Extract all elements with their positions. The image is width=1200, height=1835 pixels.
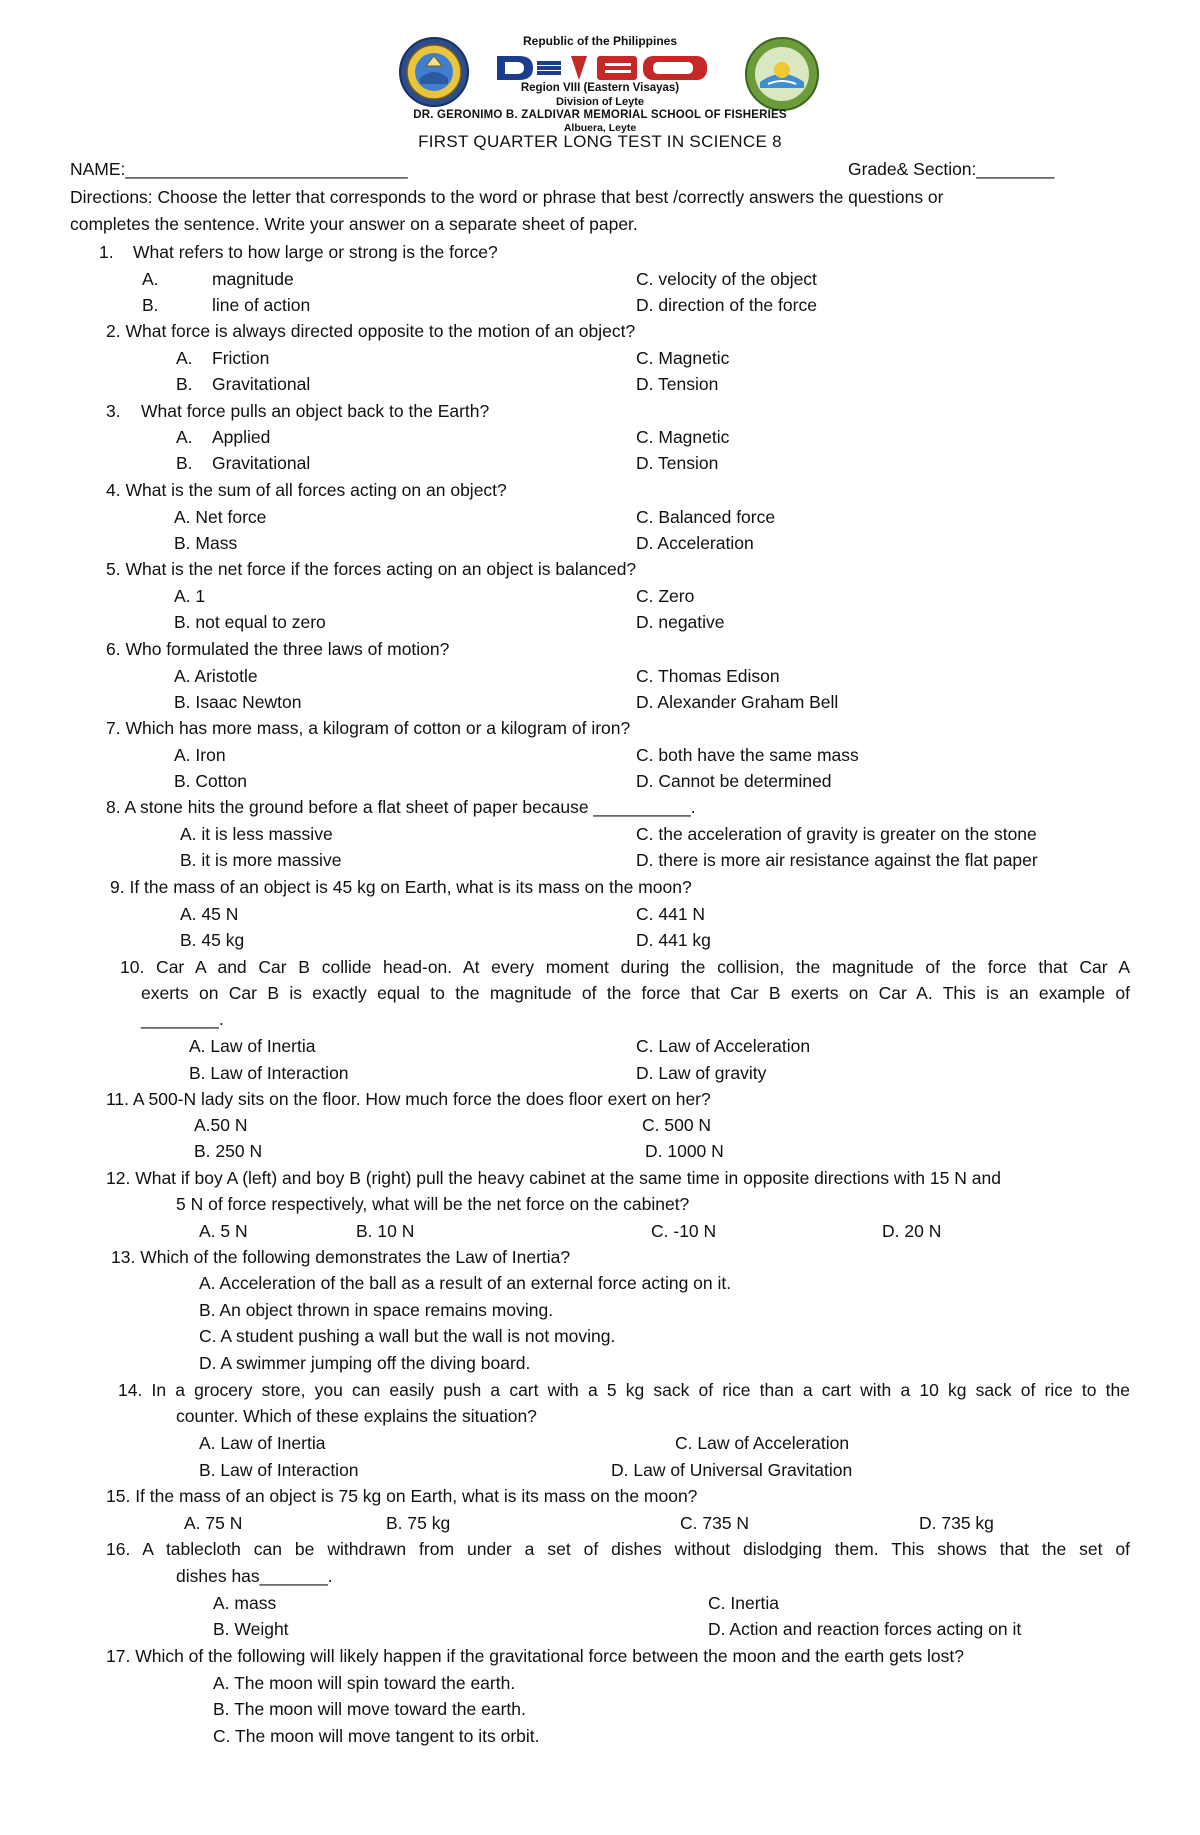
q10-option-d: D. Law of gravity [636,1063,767,1083]
q11-option-b: B. 250 N [194,1141,263,1161]
q10-option-b: B. Law of Interaction [189,1063,349,1083]
q3-option-b-letter: B. [176,453,193,473]
q17-option-a: A. The moon will spin toward the earth. [213,1673,516,1693]
q15-option-c: C. 735 N [680,1513,750,1533]
q1-question: What refers to how large or strong is the force? [133,242,498,262]
q16-question-line1: 16. A tablecloth can be withdrawn from under a set of dishes without dislodging them. This shows that the set of [106,1539,1130,1559]
q3-option-d: D. Tension [636,453,719,473]
q1-option-c: C. velocity of the object [636,269,817,289]
q1-option-b: line of action [212,295,311,315]
division-heading: Division of Leyte [555,96,645,108]
q8-option-d: D. there is more air resistance against the flat paper [636,850,1038,870]
q7-option-c: C. both have the same mass [636,745,859,765]
q17-option-c: C. The moon will move tangent to its orbit. [213,1726,540,1746]
q9-option-b: B. 45 kg [180,930,245,950]
q7-question: 7. Which has more mass, a kilogram of cotton or a kilogram of iron? [106,718,631,738]
q12-option-d: D. 20 N [882,1221,942,1241]
q8-option-b: B. it is more massive [180,850,342,870]
q11-question: 11. A 500-N lady sits on the floor. How much force the does floor exert on her? [106,1089,711,1109]
q10-question-line3: ________. [141,1009,224,1029]
q13-option-b: B. An object thrown in space remains moving. [199,1300,554,1320]
q4-option-c: C. Balanced force [636,507,776,527]
q12-question-line1: 12. What if boy A (left) and boy B (right) pull the heavy cabinet at the same time in opposite directions with 15 N and [106,1168,1001,1188]
grade-section-field[interactable]: Grade& Section:________ [848,159,1055,179]
q7-option-b: B. Cotton [174,771,247,791]
q3-option-a: Applied [212,427,271,447]
directions-line1: Directions: Choose the letter that corresponds to the word or phrase that best /correctly answers the questions or [70,187,944,207]
q7-option-d: D. Cannot be determined [636,771,832,791]
q16-option-d: D. Action and reaction forces acting on it [708,1619,1022,1639]
school-location: Albuera, Leyte [563,122,637,134]
q4-option-d: D. Acceleration [636,533,754,553]
q3-number: 3. [106,401,121,421]
q1-option-d: D. direction of the force [636,295,817,315]
q4-option-a: A. Net force [174,507,267,527]
directions-line2: completes the sentence. Write your answer on a separate sheet of paper. [70,214,638,234]
q5-option-c: C. Zero [636,586,695,606]
q8-option-a: A. it is less massive [180,824,333,844]
q6-option-c: C. Thomas Edison [636,666,780,686]
q15-option-b: B. 75 kg [386,1513,451,1533]
q2-option-c: C. Magnetic [636,348,730,368]
q2-option-a-letter: A. [176,348,193,368]
q11-option-d: D. 1000 N [645,1141,724,1161]
q16-question-line2: dishes has_______. [176,1566,333,1586]
republic-heading: Republic of the Philippines [522,34,677,48]
q13-option-c: C. A student pushing a wall but the wall is not moving. [199,1326,616,1346]
q14-option-a: A. Law of Inertia [199,1433,326,1453]
q10-option-c: C. Law of Acceleration [636,1036,811,1056]
q7-option-a: A. Iron [174,745,226,765]
q12-option-a: A. 5 N [199,1221,248,1241]
q1-number: 1. [99,242,114,262]
q9-option-a: A. 45 N [180,904,239,924]
q2-option-b-letter: B. [176,374,193,394]
q3-option-a-letter: A. [176,427,193,447]
q2-option-b: Gravitational [212,374,311,394]
q5-question: 5. What is the net force if the forces acting on an object is balanced? [106,559,637,579]
q12-question-line2: 5 N of force respectively, what will be the net force on the cabinet? [176,1194,690,1214]
q5-option-b: B. not equal to zero [174,612,326,632]
q10-option-a: A. Law of Inertia [189,1036,316,1056]
q3-option-c: C. Magnetic [636,427,730,447]
q13-question: 13. Which of the following demonstrates the Law of Inertia? [111,1247,571,1267]
q15-option-d: D. 735 kg [919,1513,994,1533]
q5-option-a: A. 1 [174,586,206,606]
q13-option-a: A. Acceleration of the ball as a result of an external force acting on it. [199,1273,732,1293]
region-heading: Region VIII (Eastern Visayas) [520,82,680,94]
q16-option-a: A. mass [213,1593,277,1613]
q8-question: 8. A stone hits the ground before a flat sheet of paper because __________. [106,797,696,817]
q9-question: 9. If the mass of an object is 45 kg on Earth, what is its mass on the moon? [110,877,692,897]
q6-question: 6. Who formulated the three laws of motion? [106,639,450,659]
q15-option-a: A. 75 N [184,1513,243,1533]
q4-option-b: B. Mass [174,533,238,553]
exam-title: FIRST QUARTER LONG TEST IN SCIENCE 8 [418,132,782,151]
q15-question: 15. If the mass of an object is 75 kg on Earth, what is its mass on the moon? [106,1486,698,1506]
q14-option-d: D. Law of Universal Gravitation [611,1460,853,1480]
q2-option-d: D. Tension [636,374,719,394]
q14-question-line1: 14. In a grocery store, you can easily push a cart with a 5 kg sack of rice than a cart with a 10 kg sack of rice to the [118,1380,1130,1400]
q14-option-c: C. Law of Acceleration [675,1433,850,1453]
q13-option-d: D. A swimmer jumping off the diving board. [199,1353,531,1373]
q3-option-b: Gravitational [212,453,311,473]
q6-option-b: B. Isaac Newton [174,692,302,712]
q14-question-line2: counter. Which of these explains the situation? [176,1406,537,1426]
q2-question: 2. What force is always directed opposite to the motion of an object? [106,321,636,341]
q17-question: 17. Which of the following will likely happen if the gravitational force between the moon and the earth gets lost? [106,1646,965,1666]
q12-option-b: B. 10 N [356,1221,415,1241]
q8-option-c: C. the acceleration of gravity is greater on the stone [636,824,1037,844]
q6-option-d: D. Alexander Graham Bell [636,692,839,712]
q2-option-a: Friction [212,348,270,368]
deped-logo-icon [491,52,713,84]
q1-option-b-letter: B. [142,295,159,315]
q9-option-d: D. 441 kg [636,930,711,950]
q14-option-b: B. Law of Interaction [199,1460,359,1480]
q5-option-d: D. negative [636,612,725,632]
q1-option-a: magnitude [212,269,294,289]
q10-question-line2: exerts on Car B is exactly equal to the magnitude of the force that Car B exerts on Car A. This is an example of [141,983,1130,1003]
q11-option-a: A.50 N [194,1115,248,1135]
q10-question-line1: 10. Car A and Car B collide head-on. At every moment during the collision, the magnitude of the force that Car A [120,957,1130,977]
q1-option-a-letter: A. [142,269,159,289]
q12-option-c: C. -10 N [651,1221,717,1241]
q17-option-b: B. The moon will move toward the earth. [213,1699,526,1719]
school-name: DR. GERONIMO B. ZALDIVAR MEMORIAL SCHOOL OF FISHERIES [413,109,787,121]
q6-option-a: A. Aristotle [174,666,258,686]
name-field[interactable]: NAME:_____________________________ [70,159,408,179]
q16-option-c: C. Inertia [708,1593,779,1613]
q16-option-b: B. Weight [213,1619,289,1639]
q3-question: What force pulls an object back to the Earth? [141,401,490,421]
q9-option-c: C. 441 N [636,904,706,924]
q4-question: 4. What is the sum of all forces acting on an object? [106,480,507,500]
q11-option-c: C. 500 N [642,1115,712,1135]
